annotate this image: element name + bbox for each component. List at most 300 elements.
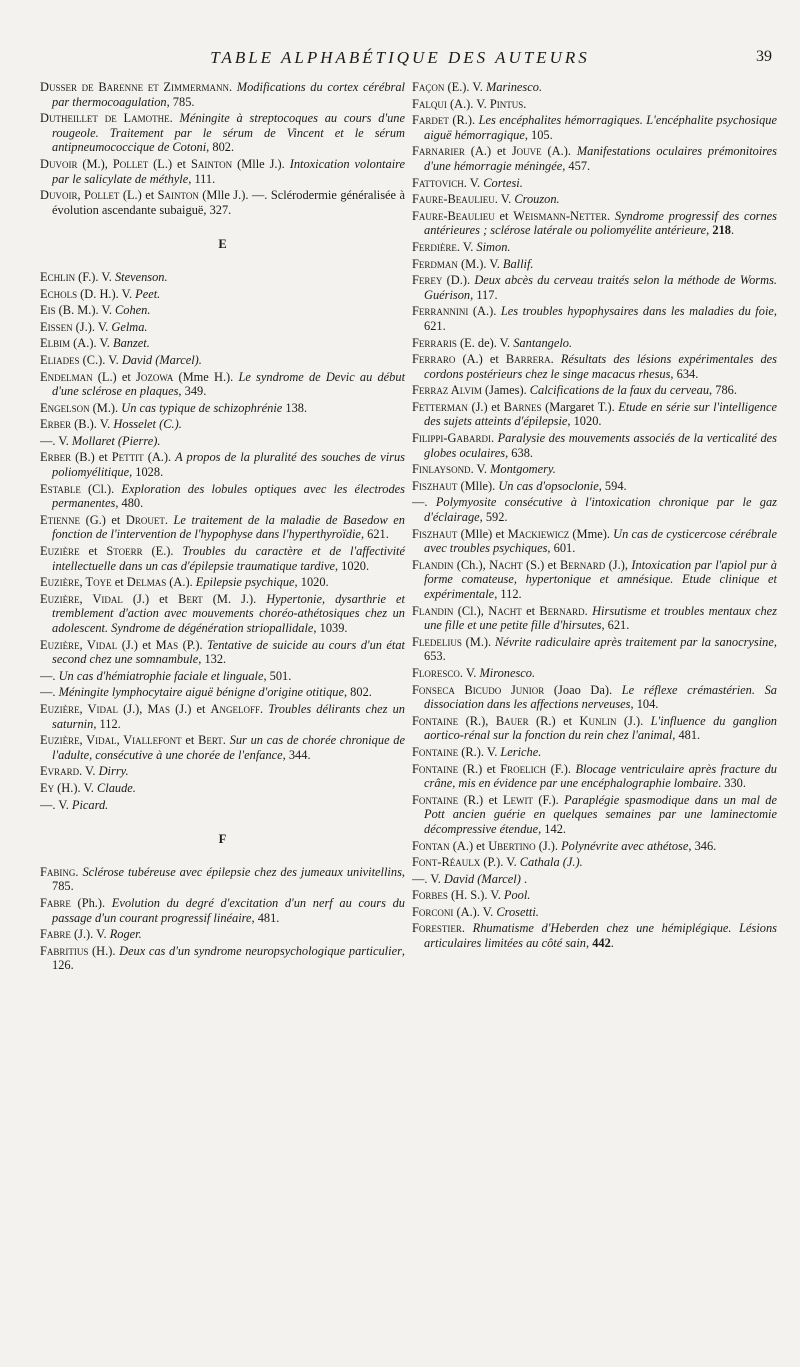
plain-text: (E. de). V. xyxy=(456,335,514,350)
title-text: Mollaret (Pierre). xyxy=(71,433,161,448)
plain-text: , 349. xyxy=(178,384,207,399)
plain-text: (D.). xyxy=(442,273,475,288)
index-entry xyxy=(40,303,405,318)
author-name: Fontaine xyxy=(412,744,459,759)
plain-text: , 786. xyxy=(709,383,737,398)
author-name: Euzière xyxy=(40,544,80,559)
title-text: Paraplégie spasmodique dans un mal de Pott ancien guérie en quelques semaines par une laminectomie décompressive étendue xyxy=(424,792,777,836)
author-name: Eissen xyxy=(40,319,73,334)
title-text: Les troubles hypophysaires dans les maladies du foie xyxy=(500,304,774,319)
plain-text: (James). xyxy=(481,383,530,398)
title-text: Un cas d'hémiatrophie faciale et linguale xyxy=(58,668,264,683)
plain-text: (A.). V. xyxy=(70,336,113,351)
author-name: Kunlin xyxy=(579,713,617,728)
title-text: Roger. xyxy=(109,927,142,942)
author-name: Angeloff xyxy=(210,701,260,716)
author-name: Barnes xyxy=(503,399,542,414)
index-entry xyxy=(412,431,777,460)
author-name: Font-Réaulx xyxy=(412,855,481,870)
index-entry xyxy=(412,604,777,633)
title-text: Un cas de cysticercose cérébrale avec troubles psychiques xyxy=(424,526,778,556)
author-name: Eis xyxy=(40,303,56,318)
index-entry xyxy=(412,745,777,760)
plain-text: , 785. xyxy=(166,94,195,109)
title-text: L'influence du ganglion aortico-rénal sur la fonction du rein chez l'animal xyxy=(424,713,777,743)
title-text: Paralysie des mouvements associés de la verticalité des globes oculaires xyxy=(424,431,777,460)
plain-text: (Mlle J.). —. Sclérodermie généralisée à évolution ascendante subaiguë, 327. xyxy=(52,188,405,217)
author-name: Ferdman xyxy=(412,256,458,271)
plain-text: (F.). xyxy=(546,761,576,776)
title-text: Simon. xyxy=(476,239,511,254)
plain-text: (A.). xyxy=(143,450,176,465)
index-entry xyxy=(412,176,777,191)
author-name: Estable xyxy=(40,481,81,496)
author-name: Ferraro xyxy=(412,352,456,367)
plain-text: (R.). xyxy=(448,113,479,128)
plain-text: —. xyxy=(412,495,436,510)
author-name: Nacht xyxy=(489,557,523,572)
author-name: Eliades xyxy=(40,352,80,367)
title-text: Résultats des lésions expérimentales des cordons postérieurs chez le singe macacus rhesus xyxy=(424,352,777,381)
author-name: Bert xyxy=(198,733,223,748)
author-name: Fabre xyxy=(40,927,71,942)
title-text: Deux abcès du cerveau traités selon la méthode de Worms. Guérison xyxy=(424,273,777,302)
title-text: Cortesi. xyxy=(483,175,523,190)
index-entry xyxy=(412,257,777,272)
plain-text: . xyxy=(610,936,614,951)
plain-text: (R.) et xyxy=(458,761,501,776)
title-text: Polymyosite consécutive à l'intoxication chronique par le gaz d'éclairage xyxy=(424,495,777,525)
plain-text: , 634. xyxy=(670,366,699,381)
plain-text: (Ch.), xyxy=(453,557,490,572)
title-text: Banzet. xyxy=(113,336,150,351)
plain-text: . V. xyxy=(459,665,480,680)
section-letter: F xyxy=(218,832,227,847)
plain-text: . xyxy=(730,223,735,238)
plain-text: (H. S.). V. xyxy=(447,888,504,903)
plain-text: (M.), xyxy=(77,156,113,171)
index-entry xyxy=(40,353,405,368)
plain-text: (Joao Da). xyxy=(544,682,622,697)
plain-text: . xyxy=(164,512,174,527)
title-text: Rhumatisme d'Heberden chez une hémiplégique. Lésions articulaires limitées au côté sain xyxy=(424,921,777,951)
plain-text: . 330. xyxy=(718,776,746,791)
plain-text: (G.) et xyxy=(80,512,126,527)
title-text: Syndrome progressif des cornes antérieures ; sclérose latérale ou poliomyélite antérieure xyxy=(424,208,777,238)
index-entry xyxy=(412,209,777,238)
plain-text: et xyxy=(494,208,514,223)
author-name: Elbim xyxy=(40,336,71,351)
title-text: David (Marcel) xyxy=(443,871,521,886)
index-entry xyxy=(40,544,405,573)
title-text: Claude. xyxy=(97,780,136,795)
plain-text: et xyxy=(181,733,199,748)
plain-text: , 480. xyxy=(115,496,144,511)
plain-text: , 117. xyxy=(470,287,498,302)
title-text: Méningite lymphocytaire aiguë bénigne d'origine otitique xyxy=(58,685,344,700)
plain-text: , 653. xyxy=(424,634,777,664)
author-name: Ubertino xyxy=(488,838,536,853)
index-entry xyxy=(40,270,405,285)
author-name: Pollet xyxy=(112,156,149,171)
plain-text: . V. xyxy=(456,239,477,254)
plain-text: , 104. xyxy=(630,697,659,712)
title-text: Hosselet (C.). xyxy=(113,417,182,432)
plain-text: (A.). xyxy=(166,575,196,590)
title-text: Leriche. xyxy=(500,744,542,759)
plain-text: et xyxy=(521,603,540,618)
plain-text: (F.). xyxy=(533,792,565,807)
author-name: Forestier xyxy=(412,921,462,936)
index-entry xyxy=(40,287,405,302)
index-entry xyxy=(412,80,777,95)
index-entry xyxy=(412,762,777,791)
plain-text: (J.), xyxy=(605,557,632,572)
plain-text: , 126. xyxy=(52,943,405,973)
author-name: Fontaine xyxy=(412,713,459,728)
page-ref-bold: 218 xyxy=(712,223,731,238)
index-entry xyxy=(40,927,405,942)
plain-text: et xyxy=(79,544,107,559)
author-name: Jozowa xyxy=(136,369,174,384)
index-entry xyxy=(412,666,777,681)
index-entry xyxy=(40,320,405,335)
plain-text: (P.). V. xyxy=(480,855,520,870)
author-name: Euzière, Vidal, Viallefont xyxy=(40,733,182,748)
title-text: Deux cas d'un syndrome neuropsychologique particulier xyxy=(119,943,402,958)
plain-text: , 481. xyxy=(251,910,280,925)
author-name: Faure-Beaulieu xyxy=(412,192,495,207)
plain-text: (Mlle J.). xyxy=(232,156,290,171)
plain-text: (J.). xyxy=(616,713,651,728)
author-name: Evrard xyxy=(40,764,80,779)
title-text: Sclérose tubéreuse avec épilepsie chez des jumeaux univitellins xyxy=(82,864,402,879)
author-name: Forbes xyxy=(412,888,448,903)
author-name: Ferrannini xyxy=(412,304,469,319)
plain-text: (A.) et xyxy=(449,838,489,853)
title-text: Cathala (J.). xyxy=(519,855,583,870)
plain-text: (A.) et xyxy=(464,144,512,159)
author-name: Fardet xyxy=(412,113,449,128)
plain-text: , 1028. xyxy=(129,465,164,480)
title-text: Crouzon. xyxy=(514,192,560,207)
author-name: Endelman xyxy=(40,369,93,384)
author-name: Dusser de Barenne et Zimmermann. xyxy=(40,80,233,94)
plain-text: (R.), xyxy=(458,713,496,728)
plain-text: (Cl.). xyxy=(80,481,122,496)
page-number: 39 xyxy=(756,48,772,65)
author-name: Fattovich xyxy=(412,175,464,190)
plain-text: , 621. xyxy=(360,527,389,542)
index-entry xyxy=(40,80,405,109)
index-entry xyxy=(40,685,405,700)
author-name: Lewit xyxy=(502,792,533,807)
author-name: Fabre xyxy=(40,895,71,910)
author-name: Ey xyxy=(40,780,55,795)
index-entry xyxy=(412,888,777,903)
title-text: Hypertonie, dysarthrie et tremblement d'action avec mouvements choréo-athétosiques chez un adolescent. Syndrome de dégénération striopallidale xyxy=(52,591,405,635)
plain-text: (Ph.). xyxy=(70,895,112,910)
plain-text: (Margaret T.). xyxy=(541,399,619,414)
plain-text: (B. M.). V. xyxy=(55,303,116,318)
index-entry xyxy=(40,669,405,684)
plain-text: , 1020. xyxy=(334,558,370,573)
plain-text: , 111. xyxy=(188,171,216,186)
index-entry xyxy=(412,495,777,524)
plain-text: (A.) et xyxy=(455,352,506,367)
left-column xyxy=(40,80,405,975)
title-text: Peet. xyxy=(135,286,161,301)
plain-text: , xyxy=(706,223,713,238)
plain-text: (J.) et xyxy=(122,591,179,606)
title-text: Cohen. xyxy=(115,303,151,318)
author-name: Pintus xyxy=(489,96,524,111)
title-text: Troubles du caractère et de l'affectivité intellectuelle dans un cas d'épilepsie traumatique tardive xyxy=(52,544,405,573)
index-entry xyxy=(40,450,405,479)
plain-text: (A.). xyxy=(541,144,577,159)
title-text: Exploration des lobules optiques avec les électrodes permanentes xyxy=(52,481,405,511)
plain-text: , 1020. xyxy=(567,414,602,429)
plain-text: (J.) et xyxy=(170,701,211,716)
index-entry xyxy=(412,793,777,837)
index-entry xyxy=(40,798,405,813)
title-text: Gelma. xyxy=(111,319,148,334)
plain-text: , 1039. xyxy=(313,621,348,635)
author-name: Bauer xyxy=(495,713,529,728)
index-entry xyxy=(412,240,777,255)
index-entry xyxy=(40,896,405,925)
plain-text: (M.). xyxy=(89,400,122,415)
index-entry xyxy=(412,558,777,602)
plain-text: (Cl.), xyxy=(453,603,489,618)
author-name: Bernard xyxy=(539,603,585,618)
author-name: Ferraz Alvim xyxy=(412,383,482,398)
plain-text: (Mme H.). xyxy=(173,369,239,384)
author-name: Euzière, Vidal xyxy=(40,637,118,652)
plain-text: —. V. xyxy=(40,797,72,812)
author-name: Flandin xyxy=(412,557,454,572)
plain-text: , 501. xyxy=(263,668,292,683)
author-name: Drouet xyxy=(125,512,165,527)
author-name: Flandin xyxy=(412,603,454,618)
plain-text: (Mlle). xyxy=(457,478,499,493)
index-entry xyxy=(40,157,405,186)
index-entry xyxy=(40,482,405,511)
plain-text: (S.) et xyxy=(522,557,560,572)
plain-text: , 112. xyxy=(93,716,121,731)
plain-text: . V. xyxy=(494,192,515,207)
plain-text: (R.). V. xyxy=(458,744,501,759)
running-title: TABLE ALPHABÉTIQUE DES AUTEURS xyxy=(210,48,590,67)
plain-text: . xyxy=(490,431,498,446)
plain-text: , 112. xyxy=(494,587,522,601)
plain-text: (J.). V. xyxy=(72,319,112,334)
author-name: Filippi-Gabardi xyxy=(412,431,491,446)
title-text: Epilepsie psychique xyxy=(195,575,295,590)
author-name: Forconi xyxy=(412,904,454,919)
index-entry xyxy=(412,273,777,302)
index-entry xyxy=(40,513,405,542)
index-entry xyxy=(40,370,405,399)
plain-text: (J.) et xyxy=(117,637,156,652)
author-name: Bernard xyxy=(559,557,606,572)
author-name: Mackiewicz xyxy=(507,526,570,541)
plain-text: , 594. xyxy=(598,478,627,493)
index-entry xyxy=(412,304,777,333)
index-entry xyxy=(412,527,777,556)
plain-text: , 802. xyxy=(206,140,235,155)
author-name: Fonseca Bicudo Junior xyxy=(412,682,545,697)
author-name: Mas xyxy=(147,701,171,716)
title-text: Calcifications de la faux du cerveau xyxy=(529,383,710,398)
author-name: Ferey xyxy=(412,273,443,288)
page-header xyxy=(0,48,800,70)
title-text: Picard. xyxy=(71,797,109,812)
index-entry xyxy=(412,479,777,494)
plain-text: , 142. xyxy=(538,821,566,836)
author-name: Jouve xyxy=(511,144,542,159)
author-name: Ferraris xyxy=(412,335,457,350)
author-name: Duvoir, Pollet xyxy=(40,188,120,203)
plain-text: (M.). xyxy=(461,634,495,649)
plain-text: (J.). xyxy=(535,838,562,853)
index-entry xyxy=(412,400,777,429)
page-ref-bold: 442 xyxy=(592,936,611,951)
author-name: Finlaysond xyxy=(412,462,471,477)
title-text: Polynévrite avec athétose xyxy=(561,838,689,853)
index-entry xyxy=(40,781,405,796)
author-name: Façon xyxy=(412,80,445,94)
plain-text: . xyxy=(222,733,230,748)
index-entry xyxy=(412,855,777,870)
title-text: Dirry. xyxy=(98,764,129,779)
plain-text: (C.). V. xyxy=(79,352,122,367)
index-entry xyxy=(40,944,405,973)
plain-text: . V. xyxy=(79,764,99,779)
index-entry xyxy=(412,635,777,664)
index-entry xyxy=(412,683,777,712)
plain-text: (A.). V. xyxy=(453,904,497,919)
index-entry xyxy=(412,352,777,381)
index-entry xyxy=(40,764,405,779)
title-text: Le réflexe crémastérien. Sa dissociation dans les affections nerveuses xyxy=(424,682,777,712)
plain-text: , 132. xyxy=(198,652,227,667)
author-name: Stoerr xyxy=(106,544,143,559)
author-name: Euzière, Vidal xyxy=(40,591,123,606)
author-name: Falqui xyxy=(412,96,447,111)
plain-text: 138. xyxy=(282,400,308,415)
plain-text: . xyxy=(606,208,615,223)
title-text: Sur un cas de chorée chronique de l'adulte, consécutive à une chorée de l'enfance xyxy=(52,733,405,762)
plain-text: (M.). V. xyxy=(457,256,503,271)
title-text: Blocage ventriculaire après fracture du crâne, mis en évidence par une encéphalographie lombaire xyxy=(424,761,777,791)
plain-text: (H.). V. xyxy=(54,780,97,795)
author-name: Fontaine xyxy=(412,792,459,807)
title-text: Marinesco. xyxy=(485,80,543,94)
plain-text: (E.). V. xyxy=(444,80,486,94)
plain-text: , 1020. xyxy=(294,575,329,590)
plain-text: , xyxy=(585,936,593,951)
plain-text: , 601. xyxy=(547,541,576,556)
plain-text: (B.). V. xyxy=(71,417,114,432)
plain-text: (J.) et xyxy=(467,399,504,414)
title-text: Les encéphalites hémorragiques. L'encéphalite psychosique aiguë hémorragique xyxy=(424,113,777,142)
title-text: Pool. xyxy=(503,888,531,903)
title-text: Santangelo. xyxy=(513,335,573,350)
plain-text: (R.) et xyxy=(528,713,580,728)
plain-text: , 481. xyxy=(672,728,701,743)
plain-text: , 105. xyxy=(524,127,553,142)
author-name: Fledelius xyxy=(412,634,462,649)
title-text: Un cas typique de schizophrénie xyxy=(121,400,283,415)
author-name: Sainton xyxy=(157,188,199,203)
plain-text: , 457. xyxy=(562,158,591,173)
author-name: Nacht xyxy=(488,603,522,618)
plain-text: , 344. xyxy=(282,747,311,762)
plain-text: . xyxy=(461,921,473,936)
plain-text: (A.). xyxy=(468,304,501,319)
index-entry xyxy=(412,383,777,398)
title-text: A propos de la pluralité des souches de virus poliomyélitique xyxy=(52,450,406,480)
index-entry xyxy=(40,638,405,667)
index-entry xyxy=(40,188,405,217)
author-name: Erber xyxy=(40,417,72,432)
plain-text: (M. J.). xyxy=(202,591,267,606)
index-entry xyxy=(412,113,777,142)
plain-text: . xyxy=(259,701,269,716)
title-text: Méningite à streptocoques au cours d'une rougeole. Traitement par le sérum de Vincent et le sérum antipneumococcique de Cotoni xyxy=(52,111,405,155)
right-column xyxy=(412,80,777,953)
title-text: Hirsutisme et troubles mentaux chez une fille et une petite fille d'hirsutes xyxy=(424,603,777,633)
title-text: Evolution du degré d'excitation d'un nerf au cours du passage d'un courant progressif linéaire xyxy=(52,895,405,925)
title-text: Stevenson. xyxy=(114,269,168,284)
plain-text: —. xyxy=(40,668,59,683)
title-text: Crosetti. xyxy=(496,904,539,919)
plain-text: —. xyxy=(40,685,59,700)
author-name: Echlin xyxy=(40,269,76,284)
author-name: Bert xyxy=(178,591,203,606)
author-name: Barrera xyxy=(505,352,551,367)
plain-text: , 621. xyxy=(601,618,630,633)
author-name: Etienne xyxy=(40,512,81,527)
plain-text: (L.) et xyxy=(92,369,137,384)
index-entry xyxy=(40,434,405,449)
plain-text: , 802. xyxy=(343,685,372,700)
plain-text: (E.). xyxy=(142,544,183,559)
index-entry xyxy=(40,417,405,432)
title-text: Ballif. xyxy=(502,256,534,271)
plain-text: (L.) et xyxy=(119,188,158,203)
author-name: Weismann-Netter xyxy=(513,208,607,223)
title-text: Névrite radiculaire après traitement par la sanocrysine xyxy=(494,634,774,649)
author-name: Echols xyxy=(40,286,78,301)
author-name: Dutheillet de Lamothe. xyxy=(40,111,173,126)
index-entry xyxy=(40,702,405,731)
index-entry xyxy=(40,865,405,894)
author-name: Fiszhaut xyxy=(412,478,458,493)
index-entry xyxy=(412,714,777,743)
index-entry xyxy=(412,192,777,207)
index-entry xyxy=(40,575,405,590)
plain-text: . xyxy=(523,96,527,111)
index-entry xyxy=(412,336,777,351)
author-name: Erber xyxy=(40,450,72,465)
index-entry xyxy=(40,111,405,155)
author-name: Pettit xyxy=(111,450,144,465)
title-text: Etude en série sur l'intelligence des sujets atteints d'épilepsie xyxy=(424,399,777,429)
author-name: Fontaine xyxy=(412,761,459,776)
index-entry xyxy=(412,921,777,950)
